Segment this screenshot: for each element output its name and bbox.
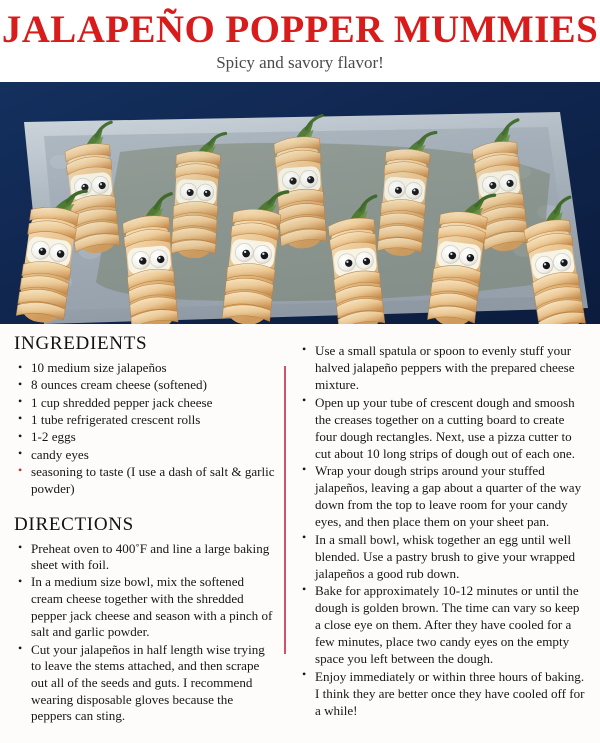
list-item: • Enjoy immediately or within three hours of baking. I think they are better once they have cooled off for a while!: [300, 668, 588, 719]
list-item: • Cut your jalapeños in half length wise trying to leave the stems attached, and then scrape out all of the seeds and guts. I recommend wearing disposable gloves because the peppers can sting.: [14, 642, 276, 725]
ingredients-heading: INGREDIENTS: [14, 333, 148, 354]
list-item: • 1 cup shredded pepper jack cheese: [14, 395, 276, 412]
list-item: • 1-2 eggs: [14, 429, 276, 446]
right-column: [300, 342, 588, 719]
list-item: • candy eyes: [14, 447, 276, 464]
ingredients-list: [14, 360, 276, 498]
left-column: [14, 333, 276, 726]
list-item: • In a medium size bowl, mix the softened cream cheese together with the shredded pepper jack cheese and season with a pinch of salt and garlic powder.: [14, 574, 276, 641]
list-item: • 1 tube refrigerated crescent rolls: [14, 412, 276, 429]
page-title: JALAPEÑO POPPER MUMMIES: [1, 8, 599, 51]
list-item: • 8 ounces cream cheese (softened): [14, 377, 276, 394]
directions-list-left: [14, 541, 276, 726]
page-subtitle: Spicy and savory flavor!: [216, 53, 384, 73]
recipe-photo-illustration: [0, 82, 600, 324]
column-divider: [284, 366, 286, 654]
list-item: • Use a small spatula or spoon to evenly stuff your halved jalapeño peppers with the prepared cheese mixture.: [300, 342, 588, 393]
header: [0, 0, 600, 82]
list-item: • In a small bowl, whisk together an egg until well blended. Use a pastry brush to give your wrapped jalapeños a good rub down.: [300, 531, 588, 582]
list-item: • Bake for approximately 10-12 minutes or until the dough is golden brown. The time can vary so keep a close eye on them. After they have cooled for a few minutes, place two candy eyes on the empty space you left between the dough.: [300, 582, 588, 667]
recipe-photo: [0, 82, 600, 324]
list-item: • Preheat oven to 400˚F and line a large baking sheet with foil.: [14, 541, 276, 574]
directions-heading: DIRECTIONS: [14, 513, 134, 535]
directions-list-right: [300, 342, 588, 719]
list-item: • Open up your tube of crescent dough and smoosh the creases together on a cutting board to create four dough rectangles. Next, use a pizza cutter to cut about 10 long strips of dough out of each one.: [300, 394, 588, 462]
list-item: • seasoning to taste (I use a dash of salt & garlic powder): [14, 464, 276, 498]
list-item: • Wrap your dough strips around your stuffed jalapeños, leaving a gap about a quarter of the way down from the top to leave room for your candy eyes, and then place them on your sheet pan.: [300, 462, 588, 530]
list-item: • 10 medium size jalapeños: [14, 360, 276, 377]
recipe-body: [0, 324, 600, 743]
